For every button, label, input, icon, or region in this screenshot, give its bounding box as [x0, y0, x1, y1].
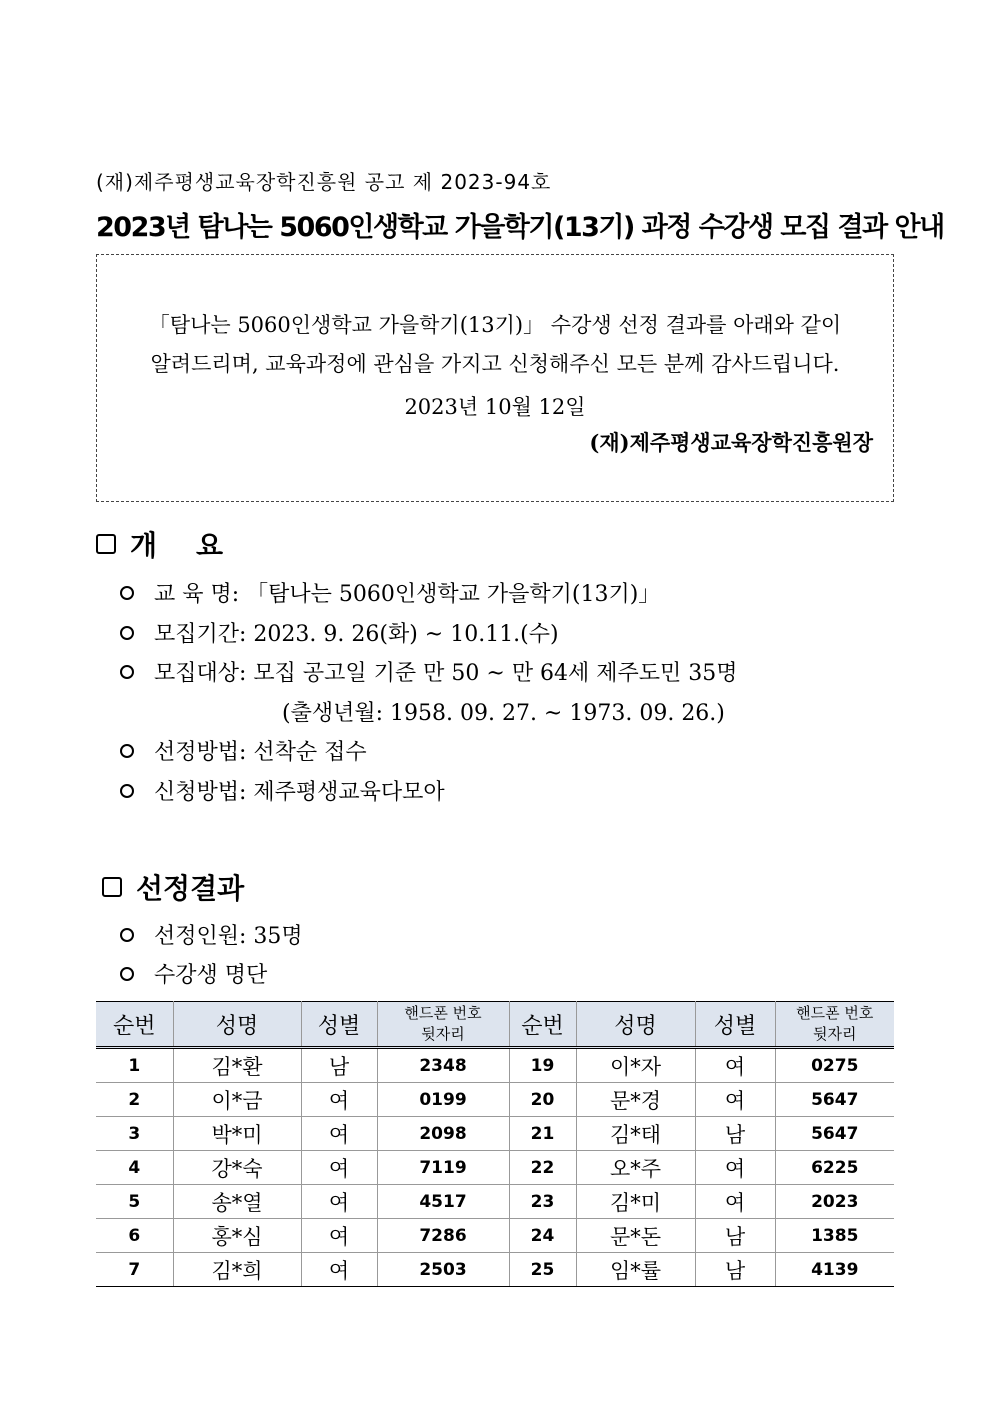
- cell-name: 강*숙: [173, 1151, 301, 1185]
- cell-phone: 6225: [775, 1151, 894, 1185]
- overview-item-text: 교 육 명: 「탐나는 5060인생학교 가을학기(13기)」: [154, 582, 661, 607]
- cell-phone: 2098: [377, 1117, 509, 1151]
- notice-number: (재)제주평생교육장학진흥원 공고 제 2023-94호: [96, 170, 552, 194]
- cell-phone: 2348: [377, 1048, 509, 1083]
- cell-name: 홍*심: [173, 1219, 301, 1253]
- cell-number: 6: [96, 1219, 173, 1253]
- cell-gender: 남: [695, 1219, 775, 1253]
- table-header-row: [96, 1002, 894, 1048]
- header-phone-line1: 핸드폰 번호: [796, 1004, 874, 1022]
- header-gender: 성별: [695, 1002, 775, 1048]
- table-row: [96, 1219, 894, 1253]
- header-phone-line2: 뒷자리: [421, 1025, 465, 1043]
- cell-number: 4: [96, 1151, 173, 1185]
- header-number: 순번: [96, 1002, 173, 1048]
- results-heading-text: 선정결과: [136, 872, 245, 905]
- overview-item-text: 선정방법: 선착순 접수: [154, 740, 367, 765]
- intro-line-2: 알려드리며, 교육과정에 관심을 가지고 신청해주신 모든 분께 감사드립니다.: [150, 352, 840, 376]
- cell-phone: 2023: [775, 1185, 894, 1219]
- cell-gender: 여: [695, 1185, 775, 1219]
- cell-number: 3: [96, 1117, 173, 1151]
- cell-phone: 5647: [775, 1083, 894, 1117]
- cell-gender: 여: [301, 1219, 377, 1253]
- cell-gender: 여: [695, 1151, 775, 1185]
- cell-name: 김*태: [576, 1117, 695, 1151]
- table-row: [96, 1083, 894, 1117]
- bullet-circle-icon: [120, 928, 134, 942]
- cell-phone: 0275: [775, 1048, 894, 1083]
- header-number: 순번: [509, 1002, 576, 1048]
- cell-number: 7: [96, 1253, 173, 1287]
- table-row: [96, 1117, 894, 1151]
- cell-gender: 여: [301, 1151, 377, 1185]
- header-phone: [377, 1002, 509, 1048]
- table-row: [96, 1048, 894, 1083]
- overview-item-application: [120, 775, 445, 806]
- intro-line-1: 「탐나는 5060인생학교 가을학기(13기)」 수강생 선정 결과를 아래와 같이: [148, 313, 842, 337]
- bullet-circle-icon: [120, 626, 134, 640]
- cell-gender: 여: [301, 1253, 377, 1287]
- results-item-text: 선정인원: 35명: [154, 924, 303, 949]
- results-item-text: 수강생 명단: [154, 963, 268, 988]
- cell-number: 1: [96, 1048, 173, 1083]
- overview-item-course: [120, 577, 660, 608]
- header-name: 성명: [173, 1002, 301, 1048]
- cell-name: 박*미: [173, 1117, 301, 1151]
- checkbox-square-icon: [96, 534, 116, 554]
- header-name: 성명: [576, 1002, 695, 1048]
- table-row: [96, 1151, 894, 1185]
- cell-name: 임*률: [576, 1253, 695, 1287]
- overview-birth-range: (출생년월: 1958. 09. 27. ~ 1973. 09. 26.): [282, 701, 725, 726]
- table-row: [96, 1185, 894, 1219]
- cell-gender: 여: [301, 1185, 377, 1219]
- cell-phone: 7286: [377, 1219, 509, 1253]
- intro-box: [96, 254, 894, 502]
- results-item-roster: [120, 958, 267, 989]
- cell-gender: 남: [695, 1253, 775, 1287]
- document-title: 2023년 탐나는 5060인생학교 가을학기(13기) 과정 수강생 모집 결과 안내: [96, 212, 944, 243]
- overview-item-text: 신청방법: 제주평생교육다모아: [154, 780, 445, 805]
- bullet-circle-icon: [120, 967, 134, 981]
- cell-gender: 여: [301, 1083, 377, 1117]
- checkbox-square-icon: [102, 877, 122, 897]
- results-item-count: [120, 919, 303, 950]
- cell-number: 5: [96, 1185, 173, 1219]
- cell-name: 이*자: [576, 1048, 695, 1083]
- cell-phone: 4517: [377, 1185, 509, 1219]
- bullet-circle-icon: [120, 665, 134, 679]
- cell-phone: 5647: [775, 1117, 894, 1151]
- header-phone-line1: 핸드폰 번호: [404, 1004, 482, 1022]
- cell-number: 25: [509, 1253, 576, 1287]
- cell-gender: 여: [695, 1083, 775, 1117]
- cell-number: 22: [509, 1151, 576, 1185]
- cell-name: 김*희: [173, 1253, 301, 1287]
- cell-name: 김*미: [576, 1185, 695, 1219]
- cell-number: 23: [509, 1185, 576, 1219]
- cell-number: 19: [509, 1048, 576, 1083]
- cell-name: 오*주: [576, 1151, 695, 1185]
- overview-heading-text: 개 요: [130, 529, 224, 562]
- cell-phone: 2503: [377, 1253, 509, 1287]
- cell-gender: 남: [301, 1048, 377, 1083]
- roster-table: [96, 1001, 894, 1287]
- cell-gender: 남: [695, 1117, 775, 1151]
- intro-date: 2023년 10월 12일: [404, 395, 586, 419]
- bullet-circle-icon: [120, 784, 134, 798]
- bullet-circle-icon: [120, 586, 134, 600]
- cell-name: 문*경: [576, 1083, 695, 1117]
- header-gender: 성별: [301, 1002, 377, 1048]
- overview-heading: [96, 524, 223, 564]
- overview-item-target: [120, 656, 738, 687]
- overview-item-selection: [120, 735, 367, 766]
- cell-name: 이*금: [173, 1083, 301, 1117]
- results-heading: [102, 867, 244, 907]
- cell-phone: 0199: [377, 1083, 509, 1117]
- cell-number: 20: [509, 1083, 576, 1117]
- cell-name: 송*열: [173, 1185, 301, 1219]
- cell-number: 21: [509, 1117, 576, 1151]
- cell-number: 2: [96, 1083, 173, 1117]
- overview-item-text: 모집기간: 2023. 9. 26(화) ~ 10.11.(수): [154, 622, 559, 647]
- table-row: [96, 1253, 894, 1287]
- cell-name: 문*돈: [576, 1219, 695, 1253]
- overview-item-text: 모집대상: 모집 공고일 기준 만 50 ~ 만 64세 제주도민 35명: [154, 661, 738, 686]
- cell-phone: 1385: [775, 1219, 894, 1253]
- cell-phone: 4139: [775, 1253, 894, 1287]
- bullet-circle-icon: [120, 744, 134, 758]
- overview-item-period: [120, 617, 559, 648]
- cell-number: 24: [509, 1219, 576, 1253]
- cell-name: 김*환: [173, 1048, 301, 1083]
- cell-gender: 여: [695, 1048, 775, 1083]
- cell-gender: 여: [301, 1117, 377, 1151]
- header-phone-line2: 뒷자리: [813, 1025, 857, 1043]
- intro-signature: (재)제주평생교육장학진흥원장: [589, 430, 873, 455]
- header-phone: [775, 1002, 894, 1048]
- cell-phone: 7119: [377, 1151, 509, 1185]
